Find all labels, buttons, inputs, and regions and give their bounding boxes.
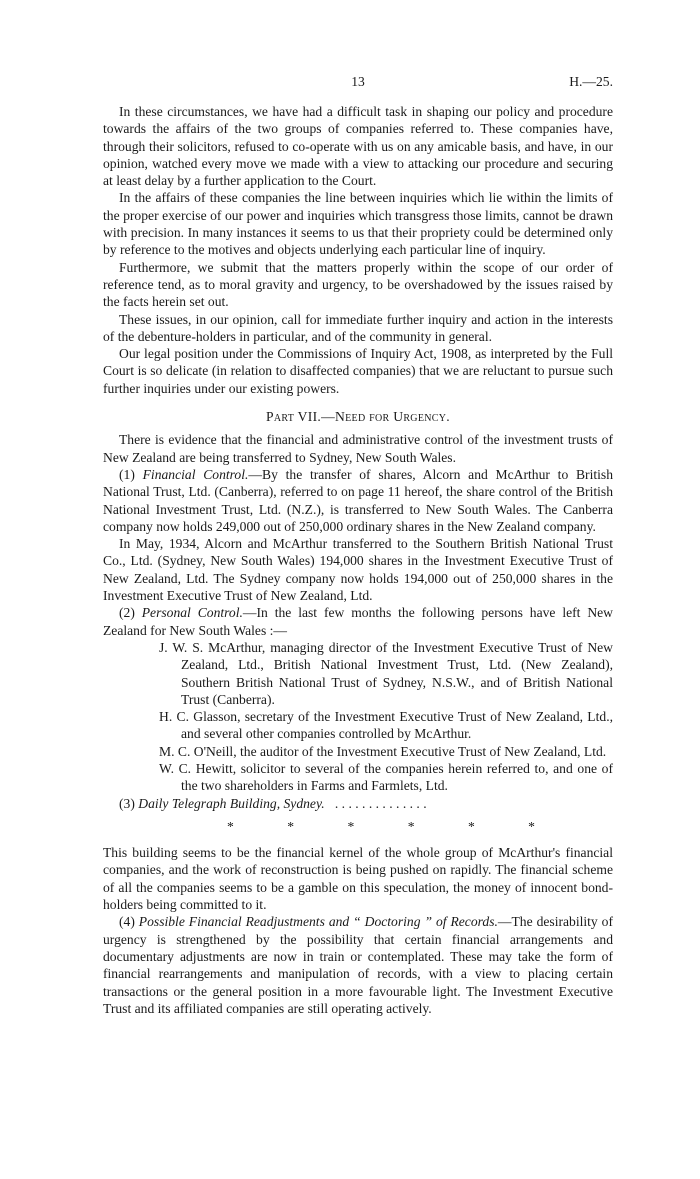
part-heading-prefix: Part VII.— (266, 409, 336, 425)
paragraph-legal-position: Our legal position under the Commissions of Inquiry Act, 1908, as interpreted by the Full Court is so delicate (in relation to disaffected companies) that we are reluctant to pursue such further inquiries under our existing powers. (103, 346, 613, 396)
asterisk: * (407, 818, 415, 834)
section-personal-control (103, 604, 613, 639)
asterisk: * (467, 818, 475, 834)
document-body (103, 103, 613, 1017)
asterisk: * (287, 818, 295, 834)
section-text: —By the transfer of shares, Alcorn and McArthur to British National Trust, Ltd. (Canberra), referred to on page 11 hereof, the share control of the British National Investment Trust, Ltd. (N.Z.), is transferred to New South Wales. The Canberra company now holds 249,000 out of 250,000 ordinary shares in the New Zealand company. (103, 466, 614, 534)
section-number: (4) (119, 914, 139, 930)
asterisk: * (347, 818, 355, 834)
paragraph-line-between-inquiries: In the affairs of these companies the line between inquiries which lie within the limits of the proper exercise of our power and inquiries which transgress those limits, cannot be drawn with precision. In many instances it seems to us that their propriety could be determined only by reference to the motives and objects underlying each particular line of inquiry. (103, 190, 613, 258)
asterisk: * (227, 818, 234, 834)
section-title: Financial Control. (142, 466, 249, 482)
section-text: —The desirability of urgency is strengthened by the possibility that certain financial arrangements and documentary adjustments are now in train or contemplated. These may take the form of financial rearrangements and manipulation of records, with a view to placing certain transactions or the general position in a more favourable light. The Investment Executive Trust and its affiliated companies are still operating actively. (103, 914, 613, 1016)
section-title: Possible Financial Readjustments and “ Doctoring ” of Records. (138, 914, 498, 930)
section-title: Personal Control. (141, 605, 243, 621)
section-number: (2) (119, 605, 142, 621)
person-hewitt: W. C. Hewitt, solicitor to several of the companies herein referred to, and one of the two shareholders in Farms and Farmlets, Ltd. (159, 760, 613, 794)
section-number: (1) (119, 466, 143, 482)
paragraph-evidence-of-transfer: There is evidence that the financial and administrative control of the investment trusts of New Zealand are being transferred to Sydney, New South Wales. (103, 432, 613, 465)
paragraph-may-1934-transfer: In May, 1934, Alcorn and McArthur transferred to the Southern British National Trust Co., Ltd. (Sydney, New South Wales) 194,000 shares in the Investment Executive Trust of New Zealand, Ltd. The Sydney company now holds 194,000 out of 250,000 shares in the Investment Executive Trust of New Zealand, Ltd. (103, 536, 613, 604)
person-mcarthur: J. W. S. McArthur, managing director of the Investment Executive Trust of New Zealand, Ltd., British National Investment Trust, Ltd. (New Zealand), Southern British National Trust of Sydney, N.S.W., and of British National Trust (Canberra). (159, 639, 613, 707)
paragraph-financial-kernel: This building seems to be the financial kernel of the whole group of McArthur's financial companies, and the work of reconstruction is being pushed on rapidly. The financial scheme of all the companies seems to be a gamble on this speculation, the money of innocent bond-holders being committed to it. (103, 845, 613, 913)
asterisk-separator (103, 815, 613, 840)
section-financial-readjustments (103, 913, 613, 1017)
paragraph-circumstances: In these circumstances, we have had a difficult task in shaping our policy and procedure towards the affairs of the two groups of companies referred to. These companies have, through their solicitors, refused to co-operate with us on any amicable basis, and have, in our opinion, watched every move we made with a view to attacking our procedure and securing at least delay by a further application to the Court. (103, 104, 613, 189)
section-financial-control (103, 466, 613, 535)
document-reference: H.—25. (569, 74, 613, 89)
section-title: Daily Telegraph Building, Sydney. (138, 795, 325, 811)
person-glasson: H. C. Glasson, secretary of the Investment Executive Trust of New Zealand, Ltd., and several other companies controlled by McArthur. (159, 709, 613, 742)
part-heading-title: Need for Urgency. (335, 409, 450, 425)
asterisk: * (528, 818, 535, 834)
leader-dots: . . . . . . . . . . . . . . (334, 795, 427, 811)
section-daily-telegraph-building (103, 795, 613, 812)
page-number: 13 (351, 74, 365, 89)
paragraph-these-issues: These issues, in our opinion, call for immediate further inquiry and action in the interests of the debenture-holders in particular, and of the community in general. (103, 311, 613, 344)
section-text: —In the last few months the following persons have left New Zealand for New South Wales :— (103, 605, 613, 638)
person-oneill: M. C. O'Neill, the auditor of the Investment Executive Trust of New Zealand, Ltd. (159, 743, 607, 759)
section-number: (3) (119, 795, 139, 811)
paragraph-furthermore: Furthermore, we submit that the matters properly within the scope of our order of reference tend, as to moral gravity and urgency, to be overshadowed by the issues raised by the facts herein set out. (103, 259, 613, 310)
page-header (103, 73, 613, 91)
part-heading (103, 408, 613, 425)
